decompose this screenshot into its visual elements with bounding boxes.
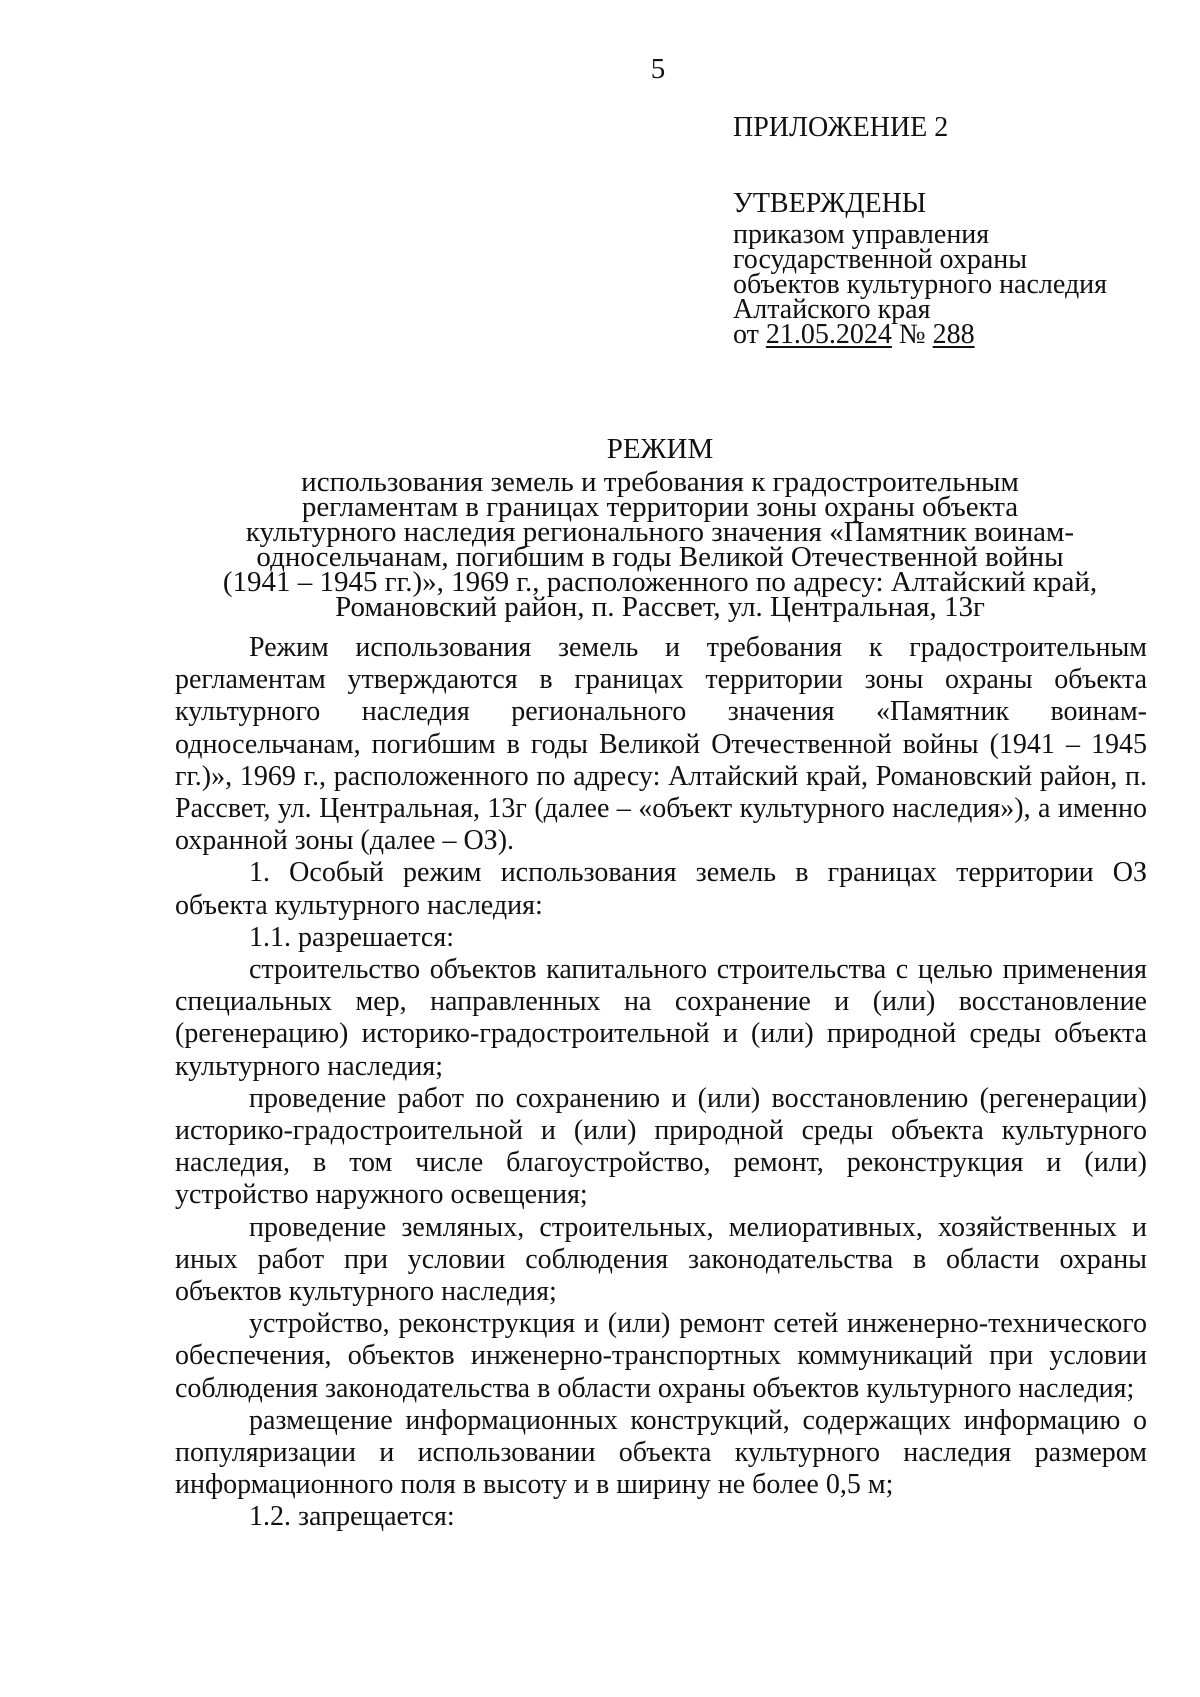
approval-line: государственной охраны [733, 244, 1028, 275]
approval-line: приказом управления [733, 219, 990, 250]
approval-block [733, 110, 1173, 350]
clause-1-2: 1.2. запрещается: [249, 1501, 455, 1533]
title-line: культурного наследия регионального значения «Памятник воинам- [245, 516, 1075, 548]
title-line: использования земель и требования к градостроительным [301, 466, 1019, 498]
title-line: Романовский район, п. Рассвет, ул. Центральная, 13г [335, 591, 985, 623]
intro-paragraph: Режим использования земель и требования к градостроительным регламентам утверждаются в границах территории зоны охраны объекта культурного наследия регионального значения «Памятник воинам-односельчанам, погибшим в годы Великой Отечественной войны (1941 – 1945 гг.)», 1969 г., расположенного по адресу: Алтайский край, Романовский район, п. Рассвет, ул. Центральная, 13г (далее – «объект культурного наследия»), а именно охранной зоны (далее – ОЗ). [175, 632, 1147, 857]
allowed-item: проведение работ по сохранению и (или) восстановлению (регенерации) историко-градостроительной и (или) природной среды объекта культурного наследия, в том числе благоустройство, ремонт, реконструкция и (или) устройство наружного освещения; [175, 1082, 1147, 1211]
order-number: 288 [932, 319, 975, 350]
document-title [170, 430, 1150, 623]
title-line: регламентам в границах территории зоны охраны объекта [301, 491, 1019, 523]
allowed-item: устройство, реконструкция и (или) ремонт сетей инженерно-технического обеспечения, объектов инженерно-транспортных коммуникаций при условии соблюдения законодательства в области охраны объектов культурного наследия; [175, 1308, 1147, 1404]
approval-line: объектов культурного наследия [733, 269, 1108, 300]
page-number: 5 [650, 53, 666, 85]
title-line: (1941 – 1945 гг.)», 1969 г., расположенного по адресу: Алтайский край, [222, 566, 1098, 598]
order-date: 21.05.2024 [765, 319, 892, 350]
approval-line: Алтайского края [733, 294, 931, 325]
clause-1-1: 1.1. разрешается: [249, 921, 454, 953]
title-heading: РЕЖИМ [606, 433, 714, 465]
approved-heading: УТВЕРЖДЕНЫ [733, 188, 927, 219]
order-date-number-line [733, 319, 1173, 350]
allowed-item: проведение земляных, строительных, мелиоративных, хозяйственных и иных работ при условии соблюдения законодательства в области охраны объектов культурного наследия; [175, 1211, 1147, 1308]
allowed-item: строительство объектов капитального строительства с целью применения специальных мер, направленных на сохранение и (или) восстановление (регенерацию) историко-градостроительной и (или) природной среды объекта культурного наследия; [175, 954, 1147, 1082]
title-line: односельчанам, погибшим в годы Великой Отечественной войны [256, 541, 1064, 573]
appendix-label: ПРИЛОЖЕНИЕ 2 [733, 112, 949, 143]
number-sign: № [891, 319, 933, 350]
clause-1: 1. Особый режим использования земель в границах территории ОЗ объекта культурного наследия: [175, 857, 1147, 921]
allowed-item: размещение информационных конструкций, содержащих информацию о популяризации и использовании объекта культурного наследия размером информационного поля в высоту и в ширину не более 0,5 м; [175, 1404, 1147, 1501]
document-body [175, 632, 1147, 1534]
date-prefix: от [733, 319, 766, 350]
